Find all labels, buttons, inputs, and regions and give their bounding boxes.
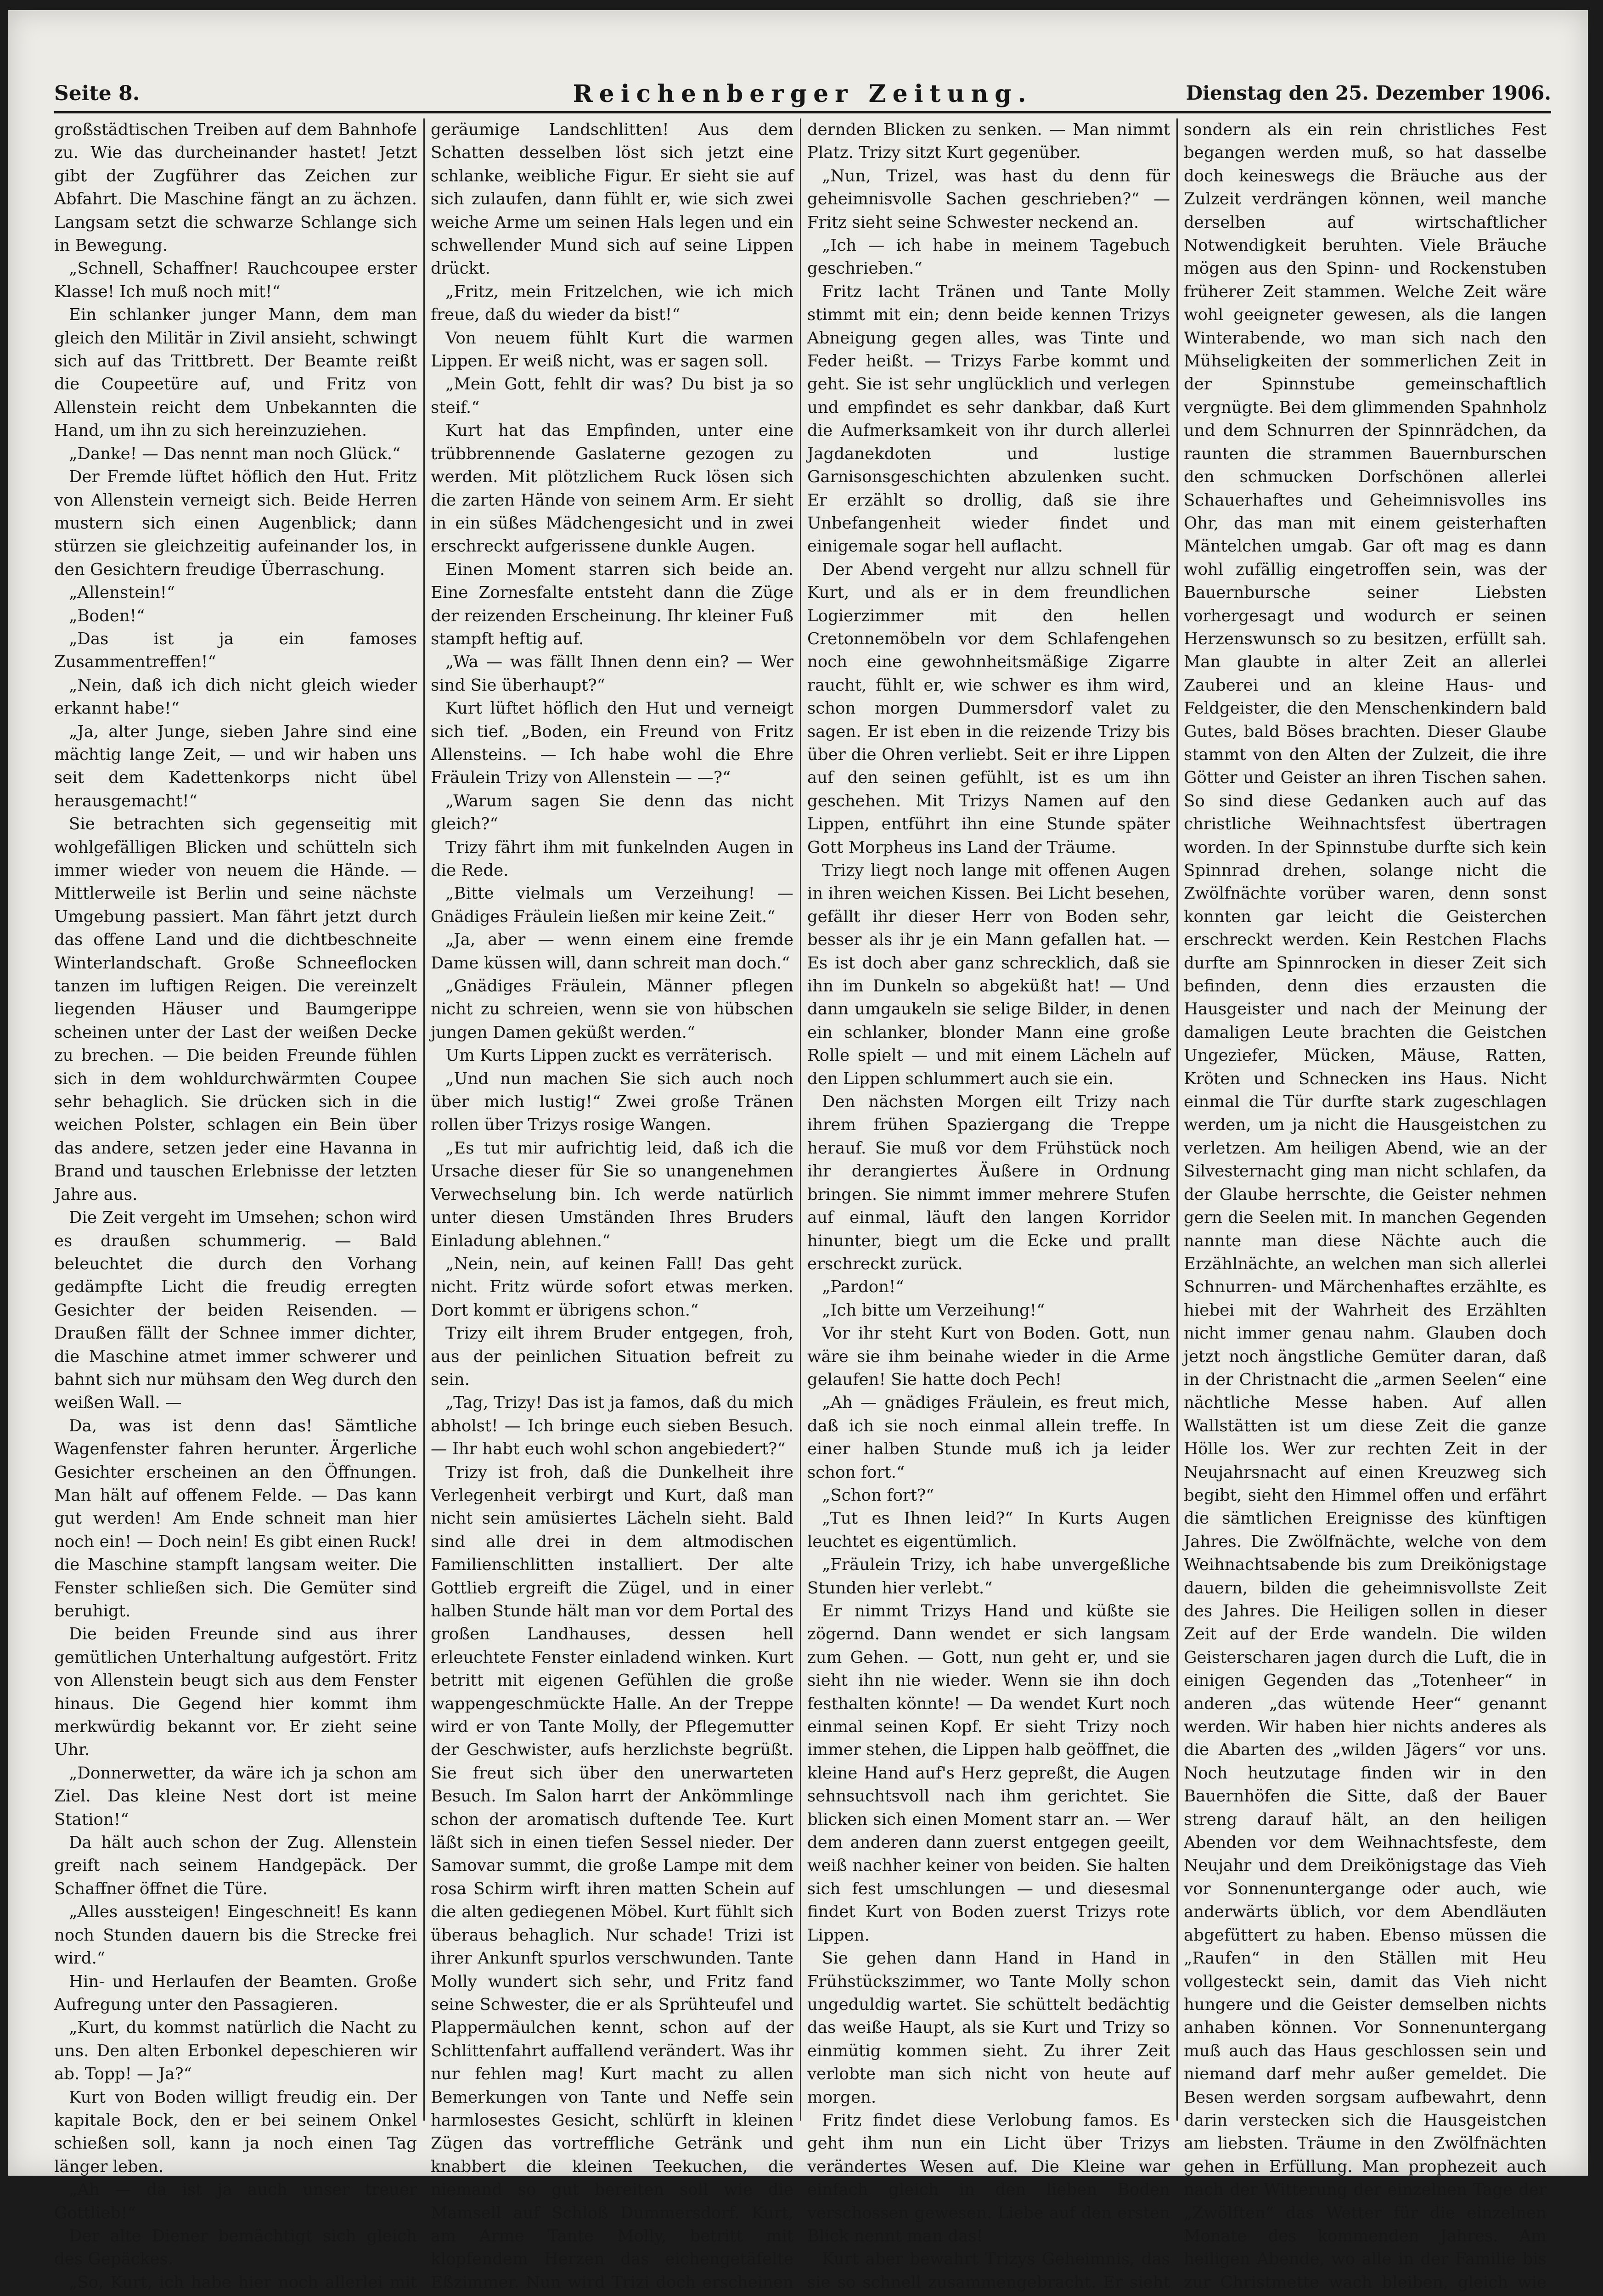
paragraph: Da hält auch schon der Zug. Allenstein greift nach seinem Handgepäck. Der Schaffner öffnet die Türe. [54,1833,417,1898]
paragraph: „Es tut mir aufrichtig leid, daß ich die Ursache dieser für Sie so unangenehmen Verwechselung bin. Ich werde natürlich unter diesen Umständen Ihres Bruders Einladung ablehnen.“ [431,1138,793,1250]
paragraph: Kurt aber bewahrt Trizys Geheimnis, das sie so schnell zusammengebracht. Er sieht [807,2250,1170,2292]
paragraph: „Danke! — Das nennt man noch Glück.“ [69,444,401,463]
paragraph: Die beiden Freunde sind aus ihrer gemütlichen Unterhaltung aufgestört. Fritz von Allenstein beugt sich aus dem Fenster hinaus. Die Gegend hier kommt ihm merkwürdig bekannt vor. Er zieht seine Uhr. [54,1625,417,1760]
paragraph: „Tut es Ihnen leid?“ In Kurts Augen leuchtet es eigentümlich. [807,1509,1170,1551]
paragraph: großstädtischen Treiben auf dem Bahnhofe zu. Wie das durcheinander hastet! Jetzt gibt der Zugführer das Zeichen zur Abfahrt. Die Maschine fängt an zu ächzen. Langsam setzt die schwarze Schlange sich in Bewegung. [54,120,417,255]
paragraph: „Mein Gott, fehlt dir was? Du bist ja so steif.“ [431,375,793,417]
newspaper-title: Reichenberger Zeitung. [573,80,1033,108]
paragraph: Um Kurts Lippen zuckt es verräterisch. [445,1046,773,1065]
paragraph: Trizy ist froh, daß die Dunkelheit ihre Verlegenheit verbirgt und Kurt, daß man nicht sein amüsiertes Lächeln sieht. Bald sind alle drei in dem altmodischen Familienschlitten installiert. Der alte Gottlieb ergreift die Zügel, und in einer halben Stunde hält man vor dem Portal des großen Landhauses, dessen hell erleuchtete Fenster einladend winken. Kurt betritt mit eigenen Gefühlen die große wappengeschmückte Halle. An der Treppe wird er von Tante Molly, der Pflegemutter der Geschwister, aufs herzlichste begrüßt. Sie freut sich über den unerwarteten Besuch. Im Salon harrt der Ankömmlinge schon der aromatisch duftende Tee. Kurt läßt sich in einen tiefen Sessel nieder. Der Samovar summt, die große Lampe mit dem rosa Schirm wirft ihren matten Schein auf die alten gediegenen Möbel. Kurt fühlt sich überaus behaglich. Nur schade! Trizi ist ihrer Ankunft spurlos verschwunden. Tante Molly wundert sich sehr, und Fritz fand seine Schwester, die er als Sprühteufel und Plappermäulchen kennt, schon auf der Schlittenfahrt auffallend verändert. Was ihr nur fehlen mag! Kurt macht zu allen Bemerkungen von Tante und Neffe sein harmlosestes Gesicht, schlürft in kleinen Zügen das vortreffliche Getränk und knabbert die kleinen Teekuchen, die niemand so gut bereiten soll wie die Mamsell auf Schloß Dummersdorf. Kurt, am Arme Tante Molly, betritt mit klopfendem Herzen das eichengetäfelte Eßzimmer. Nun wird Trizi doch erscheinen [431,1463,793,2292]
paragraph: „Tag, Trizy! Das ist ja famos, daß du mich abholst! — Ich bringe euch sieben Besuch. — Ihr habt euch wohl schon angebiedert?“ [431,1393,793,1459]
column-3 [807,118,1170,2292]
paragraph: Kurt hat das Empfinden, unter eine trübbrennende Gaslaterne gezogen zu werden. Mit plötzlichem Ruck lösen sich die zarten Hände von seinem Arm. Er sieht in ein süßes Mädchengesicht und in zwei erschreckt aufgerissene dunkle Augen. [431,421,793,556]
paragraph: Vor ihr steht Kurt von Boden. Gott, nun wäre sie ihm beinahe wieder in die Arme gelaufen! Sie hatte doch Pech! [807,1324,1170,1389]
paragraph: „Bitte vielmals um Verzeihung! — Gnädiges Fräulein ließen mir keine Zeit.“ [431,884,793,926]
paragraph: Sie betrachten sich gegenseitig mit wohlgefälligen Blicken und schütteln sich immer wieder von neuem die Hände. — Mittlerweile ist Berlin und seine nächste Umgebung passiert. Man fährt jetzt durch das offene Land und die dichtbeschneite Winterlandschaft. Große Schneeflocken tanzen im luftigen Reigen. Die vereinzelt liegenden Häuser und Baumgerippe scheinen unter der Last der weißen Decke zu brechen. — Die beiden Freunde fühlen sich in dem wohldurchwärmten Coupee sehr behaglich. Sie drücken sich in die weichen Polster, schlagen ein Bein über das andere, setzen jeder eine Havanna in Brand und tauschen Erlebnisse der letzten Jahre aus. [54,815,417,1204]
paragraph: Der alte Diener bemächtigt sich gleich des Gepäckes. [54,2226,417,2269]
paragraph: „Alles aussteigen! Eingeschneit! Es kann noch Stunden dauern bis die Strecke frei wird.“ [54,1902,417,1968]
paragraph: „Und nun machen Sie sich auch noch über mich lustig!“ Zwei große Tränen rollen über Trizys rosige Wangen. [431,1069,793,1135]
paragraph: Kurt lüftet höflich den Hut und verneigt sich tief. „Boden, ein Freund von Fritz Allensteins. — Ich habe wohl die Ehre Fräulein Trizy von Allenstein — —?“ [431,699,793,788]
paragraph: Trizy fährt ihm mit funkelnden Augen in die Rede. [431,838,793,880]
paragraph: „Das ist ja ein famoses Zusammentreffen!“ [54,629,417,672]
column-divider [423,118,425,2121]
column-divider [800,118,801,2121]
paragraph: „Pardon!“ [822,1277,904,1297]
paragraph: sondern als ein rein christliches Fest begangen werden muß, so hat dasselbe doch keineswegs die Bräuche aus der Zulzeit verdrängen können, weil manche derselben auf wirtschaftlicher Notwendigkeit beruhten. Viele Bräuche mögen aus den Spinn- und Rockenstuben früherer Zeit stammen. Welche Zeit wäre wohl geeigneter gewesen, als die langen Winterabende, wo man sich nach den Mühseligkeiten der sommerlichen Zeit in der Spinnstube gemeinschaftlich vergnügte. Bei dem glimmenden Spahnholz und dem Schnurren der Spinnrädchen, da raunten die strammen Bauernburschen den schmucken Dorfschönen allerlei Schauerhaftes und Geheimnisvolles ins Ohr, das man mit einem geisterhaften Mäntelchen umgab. Gar oft mag es dann wohl zufällig eingetroffen sein, was der Bauernbursche seiner Liebsten vorhergesagt und wodurch er seinen Herzenswunsch so zu besitzen, erfüllt sah. Man glaubte in alter Zeit an allerlei Zauberei und an kleine Haus- und Feldgeister, die den Menschenkindern bald Gutes, bald Böses brachten. Dieser Glaube stammt von den Alten der Zulzeit, die ihre Götter und Geister an ihren Tischen sahen. So sind diese Gedanken auch auf das christliche Weihnachtsfest übertragen worden. In der Spinnstube durfte sich kein Spinnrad drehen, solange nicht die Zwölfnächte vorüber waren, denn sonst konnten gar leicht die Geisterchen erschreckt werden. Kein Restchen Flachs durfte am Spinnrocken in dieser Zeit sich befinden, denn dies erzausten die Hausgeister und nach der Meinung der damaligen Leute brachten die Geistchen Ungeziefer, Mücken, Mäuse, Ratten, Kröten und Schnecken ins Haus. Nicht einmal die Tür durfte stark zugeschlagen werden, um ja nicht die Hausgeistchen zu verletzen. Am heiligen Abend, wie an der Silvesternacht ging man nicht schlafen, da der Glaube herrschte, die Geister nehmen gern die Seelen mit. In manchen Gegenden nannte man diese Nächte auch die Erzählnächte, an welchen man sich allerlei Schnurren- und Märchenhaftes erzählte, es hiebei mit der Wahrheit des Erzählten nicht immer genau nahm. Glauben doch jetzt noch ängstliche Gemüter daran, daß in der Christnacht die „armen Seelen“ eine nächtliche Messe haben. Auf allen Wallstätten ist um diese Zeit die ganze Hölle los. Wer zur rechten Zeit in der Neujahrsnacht auf einen Kreuzweg sich begibt, sieht den Himmel offen und erfährt die sämtlichen Ereignisse des künftigen Jahres. Die Zwölfnächte, welche von dem Weihnachtsabende bis zum Dreikönigstage dauern, bilden die geheimnisvollste Zeit des Jahres. Die Heiligen sollen in dieser Zeit auf der Erde wandeln. Die wilden Geisterscharen jagen durch die Luft, die in einigen Gegenden das „Totenheer“ in anderen „das wütende Heer“ genannt werden. Wir haben hier nichts anderes als die Abarten des „wilden Jägers“ vor uns. Noch heutzutage finden wir in den Bauernhöfen die Sitte, daß der Bauer streng darauf hält, an den heiligen Abenden vor dem Weihnachtsfeste, dem Neujahr und dem Dreikönigstage das Vieh vor Sonnenuntergange oder auch, wie anderwärts üblich, vor dem Abendläuten abgefüttert zu haben. Ebenso müssen die „Raufen“ in den Ställen mit Heu vollgesteckt sein, damit das Vieh nicht hungere und die Geister demselben nichts anhaben können. Vor Sonnenuntergang muß auch das Haus geschlossen sein und niemand darf mehr außer gemeldet. Die Besen werden sorgsam aufbewahrt, denn darin verstecken sich die Hausgeistchen am liebsten. Träume in den Zwölfnächten gehen in Erfüllung. Man prophezeit auch nach der Witterung der einzelnen Tage der „Zwölften“ das Wetter für die einzelnen Monate des kommenden Jahres. Am heiligen Abende, wo alle in der Familie bis zur Christmette wach bleiben, gleich wie [1184,120,1547,2292]
paragraph: „Boden!“ [69,606,145,625]
paragraph: Fritz lacht Tränen und Tante Molly stimmt mit ein; denn beide kennen Trizys Abneigung gegen alles, was Tinte und Feder heißt. — Trizys Farbe kommt und geht. Sie ist sehr unglücklich und verlegen und empfindet es sehr dankbar, daß Kurt die Aufmerksamkeit von ihr durch allerlei Jagdanekdoten und lustige Garnisonsgeschichten abzulenken sucht. Er erzählt so drollig, daß sie ihre Unbefangenheit wieder findet und einigemale sogar hell auflacht. [807,282,1170,556]
paragraph: Trizy liegt noch lange mit offenen Augen in ihren weichen Kissen. Bei Licht besehen, gefällt ihr dieser Herr von Boden sehr, besser als ihr je ein Mann gefallen hat. — Es ist doch aber ganz schrecklich, daß sie ihn im Dunkeln so abgeküßt hat! — Und dann umgaukeln sie selige Bilder, in denen ein schlanker, blonder Mann eine große Rolle spielt — und mit einem Lächeln auf den Lippen schlummert auch sie ein. [807,861,1170,1088]
paragraph: geräumige Landschlitten! Aus dem Schatten desselben löst sich jetzt eine schlanke, weibliche Figur. Er sieht sie auf sich zulaufen, dann fühlt er, wie sich zwei weiche Arme um seinen Hals legen und ein schwellender Mund sich auf seine Lippen drückt. [431,120,793,278]
paragraph: dernden Blicken zu senken. — Man nimmt Platz. Trizy sitzt Kurt gegenüber. [807,120,1170,163]
paragraph: Der Abend vergeht nur allzu schnell für Kurt, und als er in dem freundlichen Logierzimmer mit den hellen Cretonnemöbeln vor dem Schlafengehen noch eine gewohnheitsmäßige Zigarre raucht, fühlt er, wie schwer es ihm wird, schon morgen Dummersdorf valet zu sagen. Er ist eben in die reizende Trizy bis über die Ohren verliebt. Seit er ihre Lippen auf den seinen gefühlt, ist es um ihn geschehen. Mit Trizys Namen auf den Lippen, entführt ihn eine Stunde später Gott Morpheus ins Land der Träume. [807,560,1170,857]
paragraph: „Kurt, du kommst natürlich die Nacht zu uns. Den alten Erbonkel depeschieren wir ab. Topp! — Ja?“ [54,2018,417,2084]
paragraph: „Nein, daß ich dich nicht gleich wieder erkannt habe!“ [54,675,417,718]
paragraph: „Ah — gnädiges Fräulein, es freut mich, daß ich sie noch einmal allein treffe. In einer halben Stunde muß ich ja leider schon fort.“ [807,1393,1170,1482]
paragraph: Sie gehen dann Hand in Hand in Frühstückszimmer, wo Tante Molly schon ungeduldig wartet. Sie schüttelt bedächtig das weiße Haupt, als sie Kurt und Trizy so einmütig kommen sieht. Zu ihrer Zeit verlobte man sich nicht von heute auf morgen. [807,1949,1170,2107]
paragraph: Da, was ist denn das! Sämtliche Wagenfenster fahren herunter. Ärgerliche Gesichter erscheinen an den Öffnungen. Man hält auf offenem Felde. — Das kann gut werden! Am Ende schneit man hier noch ein! — Doch nein! Es gibt einen Ruck! die Maschine stampft langsam weiter. Die Fenster schließen sich. Die Gemüter sind beruhigt. [54,1416,417,1621]
paragraph: „Ich bitte um Verzeihung!“ [822,1300,1045,1320]
paragraph: „Schon fort?“ [822,1486,934,1505]
paragraph: „Nun, Trizel, was hast du denn für geheimnisvolle Sachen geschrieben?“ — Fritz sieht seine Schwester neckend an. [807,166,1170,232]
paragraph: „Ja, aber — wenn einem eine fremde Dame küssen will, dann schreit man doch.“ [431,930,793,973]
paragraph: „So, Kurt, ich habe hier noch allerlei mit [69,2273,417,2292]
paragraph: Den nächsten Morgen eilt Trizy nach ihrem frühen Spaziergang die Treppe herauf. Sie muß vor dem Frühstück noch ihr derangiertes Äußere in Ordnung bringen. Sie nimmt immer mehrere Stufen auf einmal, läuft den langen Korridor hinunter, biegt um die Ecke und prallt erschreckt zurück. [807,1092,1170,1273]
paragraph: Einen Moment starren sich beide an. Eine Zornesfalte entsteht dann die Züge der reizenden Erscheinung. Ihr kleiner Fuß stampft heftig auf. [431,560,793,648]
paragraph: „Ah — da ist ja auch unser treuer Gottlieb!“ [54,2180,417,2223]
column-divider [1176,118,1178,2121]
page-number: Seite 8. [54,82,140,105]
paragraph: Kurt von Boden willigt freudig ein. Der kapitale Bock, den er bei seinem Onkel schießen soll, kann ja noch einen Tag länger leben. [54,2088,417,2176]
paragraph: „Ja, alter Junge, sieben Jahre sind eine mächtig lange Zeit, — und wir haben uns seit dem Kadettenkorps nicht übel herausgemacht!“ [54,722,417,810]
paragraph: „Gnädiges Fräulein, Männer pflegen nicht zu schreien, wenn sie von hübschen jungen Damen geküßt werden.“ [431,977,793,1042]
paragraph: „Ich — ich habe in meinem Tagebuch geschrieben.“ [807,236,1170,278]
paragraph: Fritz findet diese Verlobung famos. Es geht ihm nun ein Licht über Trizys verändertes Wesen auf. Die Kleine war einfach gleich in den lieben Boden verschossen gewesen. Liebe auf den ersten Blick nennt man das! [807,2110,1170,2245]
paragraph: „Nein, nein, auf keinen Fall! Das geht nicht. Fritz würde sofort etwas merken. Dort kommt er übrigens schon.“ [431,1254,793,1320]
paragraph: Er nimmt Trizys Hand und küßte sie zögernd. Dann wendet er sich langsam zum Gehen. — Gott, nun geht er, und sie sieht ihn nie wieder. Wenn sie ihn doch festhalten könnte! — Da wendet Kurt noch einmal seinen Kopf. Er sieht Trizy noch immer stehen, die Lippen halb geöffnet, die kleine Hand auf's Herz gepreßt, die Augen sehnsuchtsvoll nach ihm gerichtet. Sie blicken sich einen Moment starr an. — Wer dem anderen dann zuerst entgegen geeilt, weiß nachher keiner von beiden. Sie halten sich fest umschlungen — und diesesmal findet Kurt von Boden zuerst Trizys rote Lippen. [807,1602,1170,1945]
column-2 [431,118,793,2292]
paragraph: „Fritz, mein Fritzelchen, wie ich mich freue, daß du wieder da bist!“ [431,282,793,325]
paragraph: „Donnerwetter, da wäre ich ja schon am Ziel. Das kleine Nest dort ist meine Station!“ [54,1763,417,1829]
column-3-story [807,118,1170,2296]
paragraph: Von neuem fühlt Kurt die warmen Lippen. Er weiß nicht, was er sagen soll. [431,328,793,371]
paragraph: „Wa — was fällt Ihnen denn ein? — Wer sind Sie überhaupt?“ [431,653,793,695]
header-rule [54,111,1551,113]
column-1 [54,118,417,2292]
paragraph: Hin- und Herlaufen der Beamten. Große Aufregung unter den Passagieren. [54,1972,417,2014]
paragraph: „Warum sagen Sie denn das nicht gleich?“ [431,791,793,834]
issue-date: Dienstag den 25. Dezember 1906. [1186,82,1551,104]
page-header [54,78,1551,110]
paragraph: „Fräulein Trizy, ich habe unvergeßliche Stunden hier verlebt.“ [807,1555,1170,1598]
paragraph: „Allenstein!“ [69,583,175,602]
paragraph: Ein schlanker junger Mann, dem man gleich den Militär in Zivil ansieht, schwingt sich auf das Trittbrett. Der Beamte reißt die Coupeetüre auf, und Fritz von Allenstein reicht dem Unbekannten die Hand, um ihn zu sich hereinzuziehen. [54,305,417,440]
paragraph: Der Fremde lüftet höflich den Hut. Fritz von Allenstein verneigt sich. Beide Herren mustern sich einen Augenblick; dann stürzen sie gleichzeitig aufeinander los, in den Gesichtern freudige Überraschung. [54,467,417,579]
paragraph: „Schnell, Schaffner! Rauchcoupee erster Klasse! Ich muß noch mit!“ [54,259,417,301]
paragraph: Die Zeit vergeht im Umsehen; schon wird es draußen schummerig. — Bald beleuchtet die durch den Vorhang gedämpfte Licht die freudig erregten Gesichter der beiden Reisenden. — Draußen fällt der Schnee immer dichter, die Maschine atmet immer schwerer und bahnt sich nur mühsam den Weg durch den weißen Wall. — [54,1208,417,1412]
column-4 [1184,118,1547,2292]
paragraph: Trizy eilt ihrem Bruder entgegen, froh, aus der peinlichen Situation befreit zu sein. [431,1324,793,1389]
